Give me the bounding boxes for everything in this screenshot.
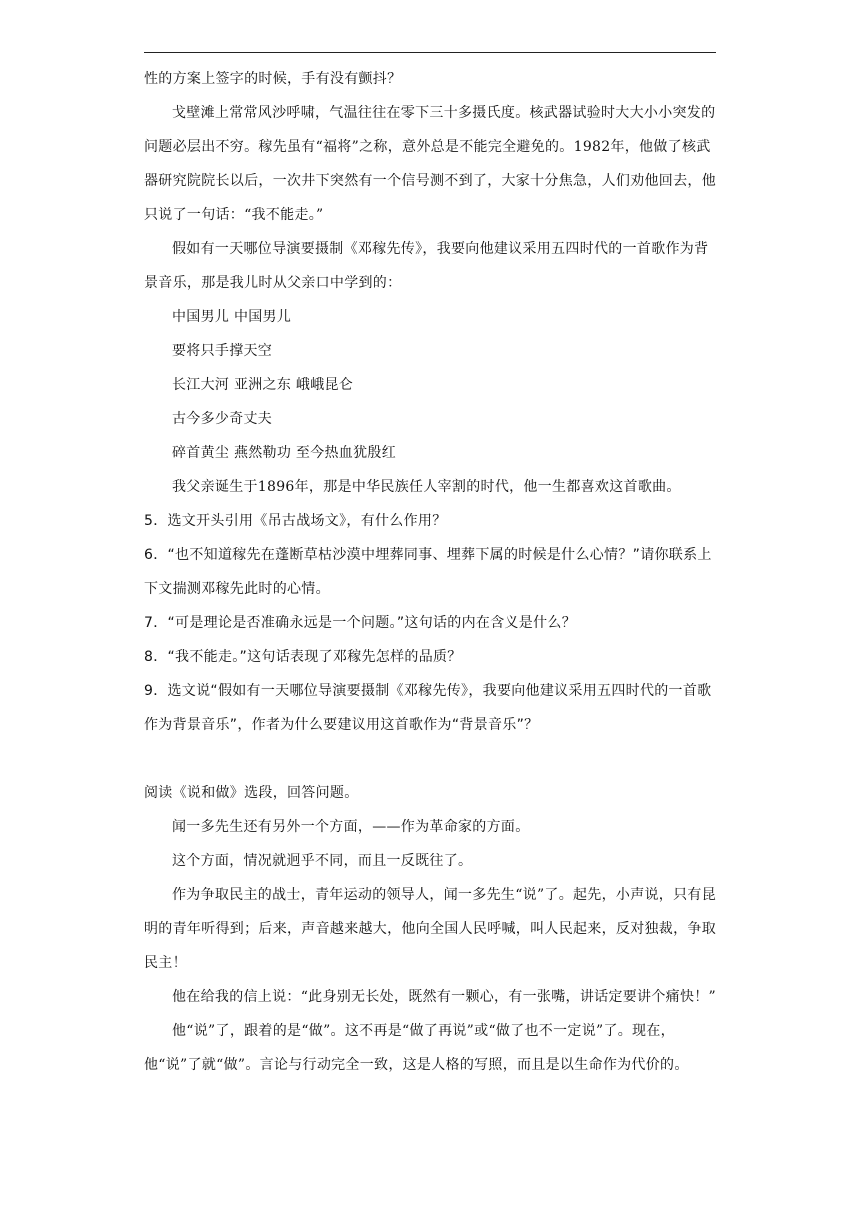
paragraph-revolutionary: 闻一多先生还有另外一个方面，——作为革命家的方面。	[172, 819, 530, 835]
song-line: 要将只手撑天空	[172, 343, 273, 359]
question-5: 5．选文开头引用《吊古战场文》，有什么作用？	[144, 513, 447, 529]
paragraph-say-and-do: 他“说”了，跟着的是“做”。这不再是“做了再说”或“做了也不一定说”了。现在，他“说”了就“做”。言论与行动完全一致，这是人格的写照，而且是以生命作为代价的。	[144, 1023, 689, 1073]
continuation-line: 性的方案上签字的时候，手有没有颤抖？	[144, 71, 402, 87]
question-list	[144, 504, 716, 742]
paragraph-father: 我父亲诞生于1896年，那是中华民族任人宰割的时代，他一生都喜欢这首歌曲。	[172, 479, 681, 495]
header-rule	[144, 52, 716, 53]
song-lyrics	[144, 300, 716, 470]
paragraph-background-music: 假如有一天哪位导演要摄制《邓稼先传》，我要向他建议采用五四时代的一首歌作为背景音乐，那是我儿时从父亲口中学到的：	[144, 241, 709, 291]
paragraph-gobi: 戈壁滩上常常风沙呼啸，气温往往在零下三十多摄氏度。核武器试验时大大小小突发的问题必层出不穷。稼先虽有“福将”之称，意外总是不能完全避免的。1982年，他做了核武器研究院院长以后，一次井下突然有一个信号测不到了，大家十分焦急，人们劝他回去，他只说了一句话：“我不能走。”	[144, 105, 716, 223]
paragraph-fighter: 作为争取民主的战士，青年运动的领导人，闻一多先生“说”了。起先，小声说，只有昆明的青年听得到；后来，声音越来越大，他向全国人民呼喊，叫人民起来，反对独裁，争取民主！	[144, 887, 717, 971]
question-8: 8．“我不能走。”这句话表现了邓稼先怎样的品质？	[144, 649, 462, 665]
song-line: 碎首黄尘 燕然勒功 至今热血犹殷红	[172, 445, 396, 461]
song-line: 中国男儿 中国男儿	[172, 309, 292, 325]
song-line: 长江大河 亚洲之东 峨峨昆仑	[172, 377, 354, 393]
paragraph-different: 这个方面，情况就迥乎不同，而且一反既往了。	[172, 853, 473, 869]
question-9: 9．选文说“假如有一天哪位导演要摄制《邓稼先传》，我要向他建议采用五四时代的一首歌作为背景音乐”，作者为什么要建议用这首歌作为“背景音乐”？	[144, 683, 712, 733]
document-body	[144, 62, 716, 1082]
paragraph-letter: 他在给我的信上说：“此身别无长处，既然有一颗心，有一张嘴，讲话定要讲个痛快！”	[172, 989, 717, 1005]
question-7: 7．“可是理论是否准确永远是一个问题。”这句话的内在含义是什么？	[144, 615, 577, 631]
section-gap	[144, 742, 716, 776]
song-line: 古今多少奇丈夫	[172, 411, 273, 427]
reading-instruction: 阅读《说和做》选段，回答问题。	[144, 785, 359, 801]
question-6: 6．“也不知道稼先在蓬断草枯沙漠中埋葬同事、埋葬下属的时候是什么心情？”请你联系上下文揣测邓稼先此时的心情。	[144, 547, 712, 597]
